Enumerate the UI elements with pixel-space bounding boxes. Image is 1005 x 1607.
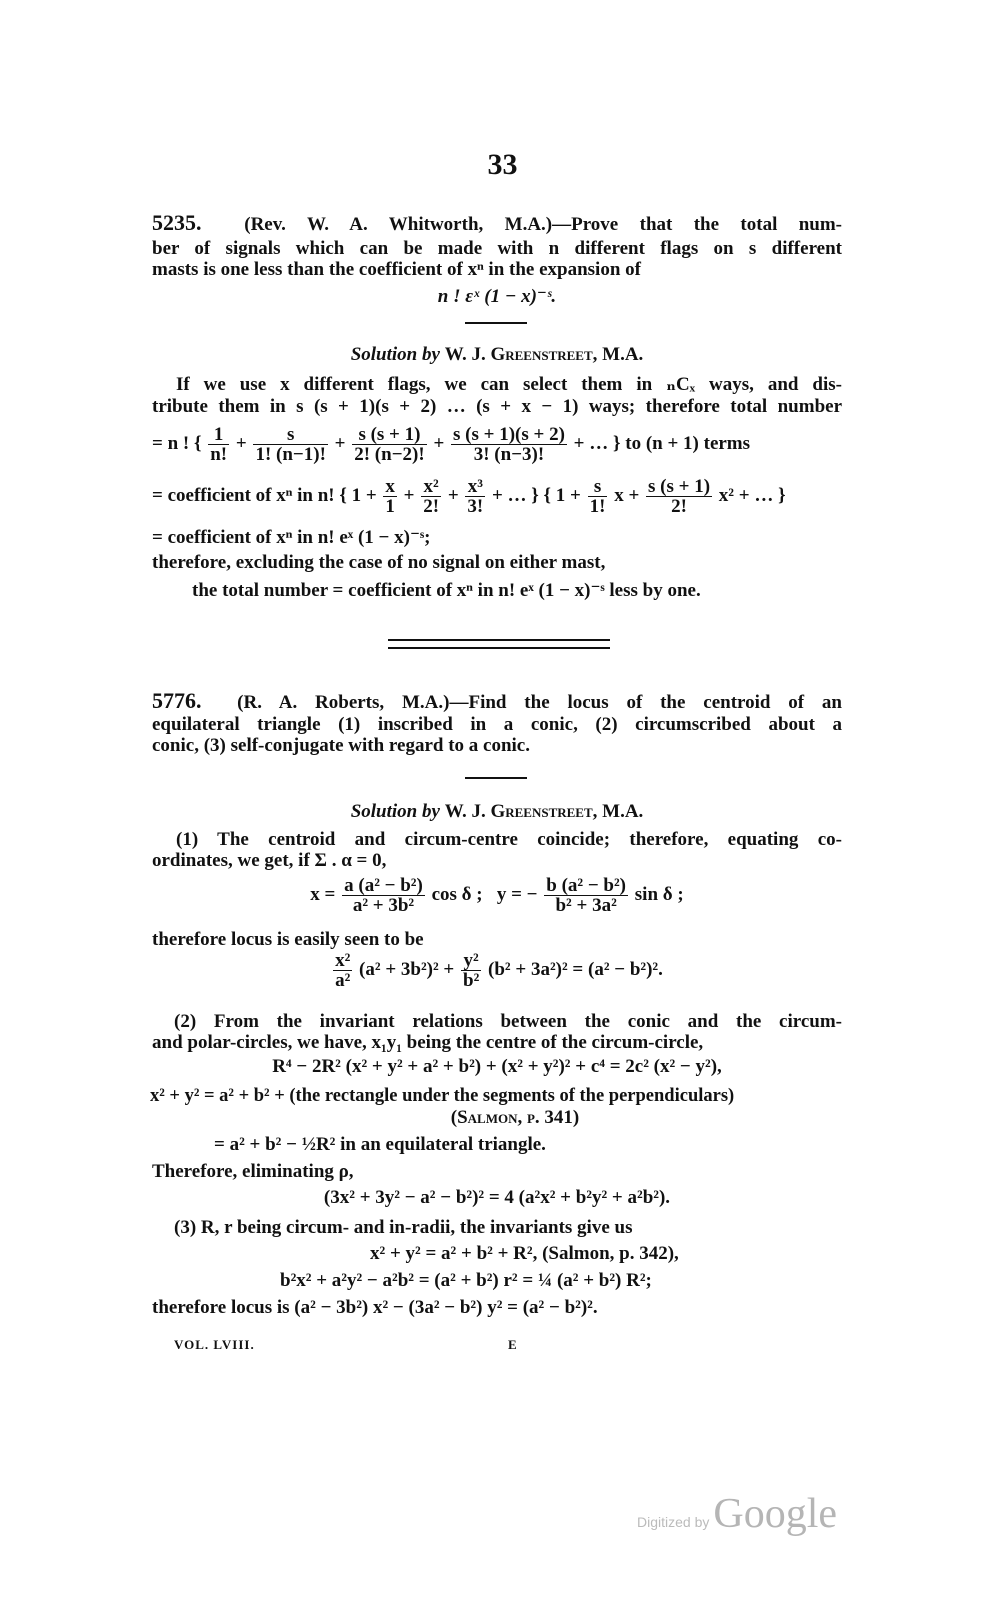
fraction-denominator: 1! (n−1)! xyxy=(255,444,326,466)
fraction-denominator: b² + 3a² xyxy=(544,895,628,915)
fraction-numerator: b (a² − b²) xyxy=(546,875,627,897)
problem-text: (Rev. W. A. Whitworth, M.A.)—Prove that the total num- xyxy=(244,214,843,235)
fraction xyxy=(342,876,425,915)
fraction-denominator: a² xyxy=(335,970,351,992)
equation xyxy=(152,950,842,990)
equation: b²x² + a²y² − a²b² = (a² + b²) r² = ¼ (a² + b²) R²; xyxy=(280,1270,652,1291)
equation: x² + y² = a² + b² + R², (Salmon, p. 342), xyxy=(370,1243,679,1264)
fraction xyxy=(544,876,628,915)
fraction xyxy=(333,951,352,990)
divider xyxy=(465,777,527,779)
formula-text: x + xyxy=(609,485,645,506)
fraction xyxy=(253,425,327,464)
equation xyxy=(152,875,842,915)
formula-text: cos δ ; y = − xyxy=(426,884,543,905)
problem-number: 5235. xyxy=(152,210,202,235)
solution-line: tribute them in s (s + 1)(s + 2) … (s + x − 1) ways; therefore total number xyxy=(152,396,842,417)
solution-label: Solution by xyxy=(350,801,440,822)
fraction-denominator: 3! (n−3)! xyxy=(451,444,567,464)
solution-line: (1) The centroid and circum-centre coincide; therefore, equating co- xyxy=(176,829,842,850)
solution-label: Solution by xyxy=(350,344,440,365)
fraction-numerator: s (s + 1) xyxy=(358,424,421,446)
fraction-numerator: s xyxy=(286,424,295,446)
fraction xyxy=(465,477,485,516)
equation: = a² + b² − ½R² in an equilateral triangle. xyxy=(214,1134,546,1155)
fraction xyxy=(646,477,712,516)
formula-text: sin δ ; xyxy=(630,884,684,905)
fraction-numerator: x xyxy=(385,476,395,498)
volume-label: VOL. LVIII. xyxy=(174,1337,255,1352)
solution-line: the total number = coefficient of xⁿ in n! eˣ (1 − x)⁻ˢ less by one. xyxy=(192,580,701,601)
fraction-numerator: s xyxy=(593,476,602,498)
fraction-numerator: a (a² − b²) xyxy=(344,875,423,897)
fraction-denominator: n! xyxy=(210,444,228,466)
formula-text: + … } to (n + 1) terms xyxy=(568,433,751,454)
watermark-prefix: Digitized by xyxy=(637,1514,710,1530)
fraction-denominator: b² xyxy=(463,970,480,992)
fraction xyxy=(352,425,426,464)
formula-text: + xyxy=(428,433,450,454)
problem-5235-formula: n ! εˣ (1 − x)⁻ˢ. xyxy=(437,286,557,307)
equation: (3x² + 3y² − a² − b²)² = 4 (a²x² + b²y² + a²b²). xyxy=(323,1187,671,1208)
double-divider-top xyxy=(388,639,610,641)
solution-line: = coefficient of xⁿ in n! eˣ (1 − x)⁻ˢ; xyxy=(152,527,431,548)
divider xyxy=(465,322,527,324)
fraction-numerator: x³ xyxy=(467,476,483,498)
solution-line: ordinates, we get, if Σ . α = 0, xyxy=(152,850,387,871)
google-watermark xyxy=(637,1490,837,1538)
solution-line: therefore locus is easily seen to be xyxy=(152,929,424,950)
formula-text: (a² + 3b²)² + xyxy=(354,959,460,980)
fraction xyxy=(383,477,397,516)
equation xyxy=(152,424,842,464)
fraction-numerator: x² xyxy=(335,950,351,972)
formula-text: x = xyxy=(310,884,341,905)
equation: R⁴ − 2R² (x² + y² + a² + b²) + (x² + y²)² + c⁴ = 2c² (x² − y²), xyxy=(272,1056,722,1077)
equation xyxy=(152,476,842,516)
fraction xyxy=(588,477,608,516)
fraction-denominator: a² + 3b² xyxy=(342,895,425,915)
fraction-denominator: 3! xyxy=(467,496,484,518)
formula-text: = n ! { xyxy=(152,433,207,454)
solution-heading xyxy=(152,801,842,823)
formula-text: + … } { 1 + xyxy=(487,485,586,506)
citation: (Salmon, p. 341) xyxy=(450,1107,580,1128)
fraction-denominator: 1! xyxy=(589,496,606,518)
double-divider-bottom xyxy=(388,647,610,649)
solution-author: W. J. Greenstreet, M.A. xyxy=(444,344,644,365)
formula-text: x² + … } xyxy=(714,485,786,506)
problem-5776-line-2: equilateral triangle (1) inscribed in a conic, (2) circumscribed about a xyxy=(152,714,842,735)
solution-line: x² + y² = a² + b² + (the rectangle under the segments of the perpendiculars) xyxy=(150,1086,735,1106)
fraction-numerator: x² xyxy=(423,476,439,498)
fraction-numerator: s (s + 1) xyxy=(648,476,711,498)
solution-line: and polar-circles, we have, x₁y₁ being the centre of the circum-circle, xyxy=(152,1032,704,1053)
solution-heading xyxy=(152,344,842,366)
problem-5776-line-3: conic, (3) self-conjugate with regard to a conic. xyxy=(152,735,530,756)
fraction-denominator: 1 xyxy=(385,496,395,518)
solution-line: If we use x different flags, we can select them in ₙCₓ ways, and dis- xyxy=(176,374,842,395)
fraction-numerator: 1 xyxy=(213,424,224,446)
formula-text: = coefficient of xⁿ in n! { 1 + xyxy=(152,485,382,506)
problem-5235-line-3: masts is one less than the coefficient of xⁿ in the expansion of xyxy=(152,259,641,280)
formula-text: + xyxy=(443,485,464,506)
solution-line: (2) From the invariant relations between the conic and the circum- xyxy=(174,1011,842,1032)
fraction-denominator: 2! (n−2)! xyxy=(354,444,425,466)
formula-text: + xyxy=(329,433,351,454)
problem-number: 5776. xyxy=(152,688,202,713)
page-number: 33 xyxy=(487,148,518,181)
problem-text: (R. A. Roberts, M.A.)—Find the locus of the centroid of an xyxy=(237,692,843,713)
fraction-denominator: 2! xyxy=(423,496,440,518)
solution-author: W. J. Greenstreet, M.A. xyxy=(444,801,644,822)
formula-text: (b² + 3a²)² = (a² − b²)². xyxy=(483,959,663,980)
solution-line: therefore, excluding the case of no signal on either mast, xyxy=(152,552,606,573)
fraction xyxy=(451,425,567,464)
solution-line: Therefore, eliminating ρ, xyxy=(152,1161,354,1182)
fraction xyxy=(461,951,481,990)
watermark-brand: Google xyxy=(713,1491,838,1537)
fraction-denominator: 2! xyxy=(646,496,712,516)
formula-text: + xyxy=(398,485,420,506)
solution-line: (3) R, r being circum- and in-radii, the invariants give us xyxy=(174,1217,633,1238)
problem-5235-line-2: ber of signals which can be made with n different flags on s different xyxy=(152,238,842,259)
solution-line: therefore locus is (a² − 3b²) x² − (3a² − b²) y² = (a² − b²)². xyxy=(152,1297,598,1318)
signature-mark: E xyxy=(508,1337,518,1352)
fraction xyxy=(421,477,441,516)
formula-text: + xyxy=(231,433,252,454)
fraction-numerator: y² xyxy=(463,950,479,972)
problem-5776-line-1 xyxy=(152,690,842,714)
fraction xyxy=(208,425,229,464)
fraction-numerator: s (s + 1)(s + 2) xyxy=(453,424,565,446)
problem-5235-line-1 xyxy=(152,212,842,236)
